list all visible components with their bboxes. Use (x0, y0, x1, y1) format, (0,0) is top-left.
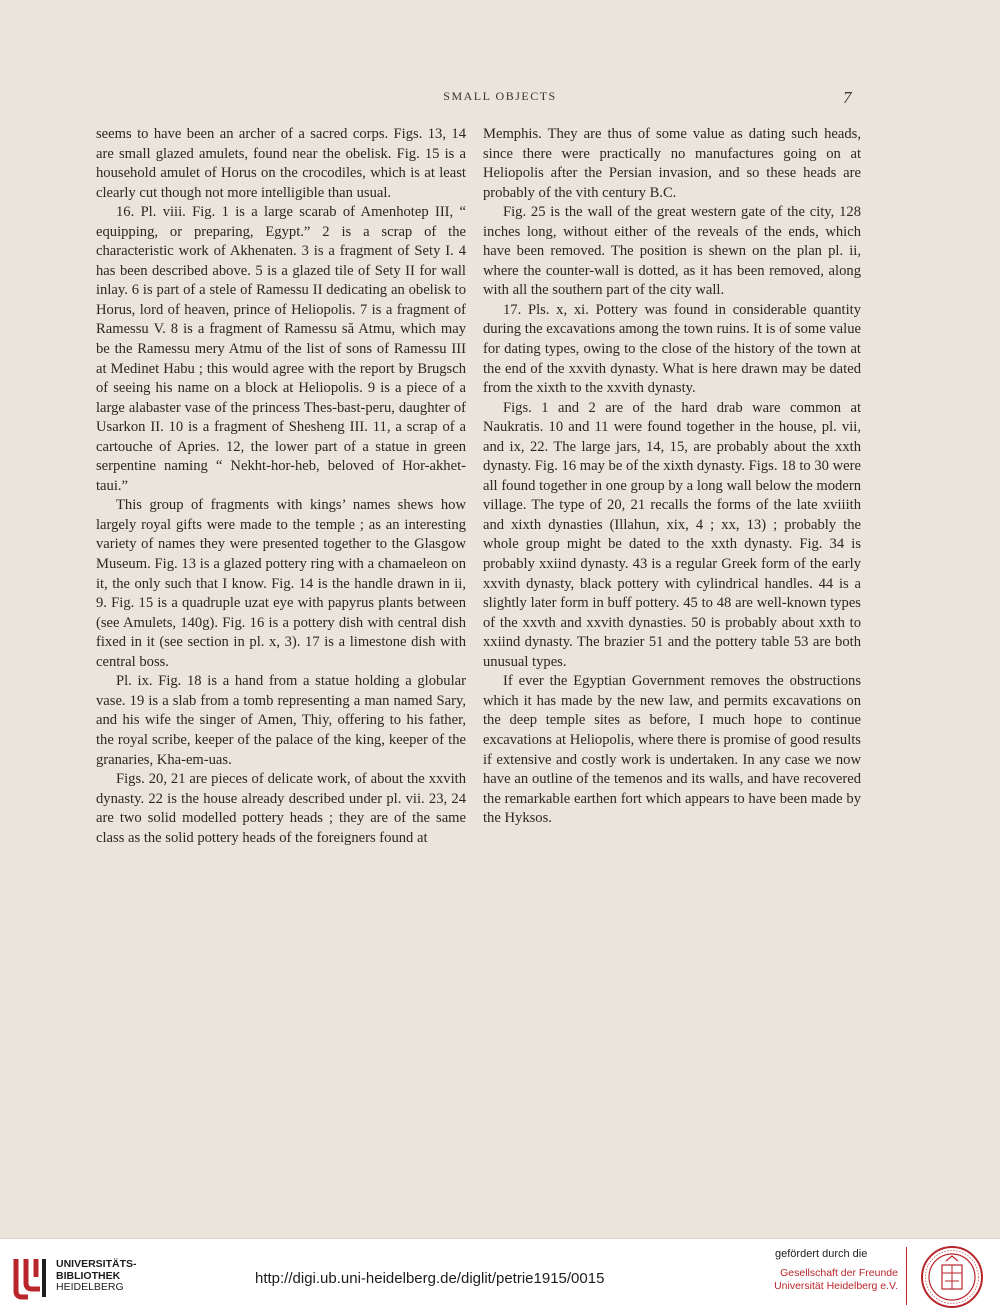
paragraph: Pl. ix. Fig. 18 is a hand from a statue holding a globular vase. 19 is a slab from a tomb representing a man named Sary, and his wife the singer of Amen, Thiy, offering to his father, the royal scribe, keeper of the palace of the king, keeper of the granaries, Kha-em-uas. (96, 673, 466, 768)
page-number: 7 (843, 88, 852, 107)
permalink-url[interactable]: http://digi.ub.uni-heidelberg.de/diglit/petrie1915/0015 (255, 1270, 605, 1287)
university-library-name (56, 1259, 137, 1294)
sponsor-line2: Universität Heidelberg e.V. (774, 1280, 898, 1292)
paragraph: 17. Pls. x, xi. Pottery was found in considerable quantity during the excavations among the town ruins. It is of some value for dating types, owing to the close of the history of the town at the end of the xxvith dynasty. What is here drawn may be dated from the xixth to the xxvith dynasty. (483, 301, 861, 397)
library-name-line1: UNIVERSITÄTS- (56, 1258, 137, 1270)
university-seal-icon (920, 1245, 984, 1309)
library-name-line3: HEIDELBERG (56, 1281, 124, 1293)
left-column (96, 125, 466, 848)
paragraph: Figs. 1 and 2 are of the hard drab ware common at Naukratis. 10 and 11 were found together in the house, pl. vii, and ix, 22. The large jars, 14, 15, are probably about the xxth dynasty. Fig. 16 may be of the xixth dynasty. Figs. 18 to 30 were all found together in one group by a long wall below the modern village. The type of 20, 21 recalls the forms of the late xviiith and xixth dynasties (Illahun, xix, 4 ; xx, 13) ; probably the whole group might be dated to the xxth dynasty. Fig. 34 is probably xxiind dynasty. 43 is a regular Greek form of the early xxvith dynasty, black pottery with cylindrical handles. 44 is a slightly later form in buff pottery. 45 to 48 are well-known types of the xxvth and xxvith dynasties. 50 is probably about xxth to xxiind dynasty. The brazier 51 and the pottery table 53 are both unusual types. (483, 399, 861, 670)
university-library-logo-icon (10, 1253, 50, 1303)
paragraph: seems to have been an archer of a sacred corps. Figs. 13, 14 are small glazed amulets, found near the obelisk. Fig. 15 is a household amulet of Horus on the crocodiles, which is at least clearly cut though not more intelligible than usual. (96, 126, 466, 201)
paragraph: 16. Pl. viii. Fig. 1 is a large scarab of Amenhotep III, “ equipping, or preparing, Egypt.” 2 is a scrap of the characteristic work of Akhenaten. 3 is a fragment of Sety I. 4 has been described above. 5 is a glazed tile of Sety II for wall inlay. 6 is part of a stele of Ramessu II dedicating an obelisk to Horus, lord of heaven, prince of Heliopolis. 7 is a fragment of Ramessu V. 8 is a fragment of Ramessu să Atmu, which may be the Ramessu mery Atmu of the list of sons of Ramessu III at Medinet Habu ; this would agree with the report by Brugsch of seeing his name on a block at Heliopolis. 9 is a piece of a large alabaster vase of the princess Thes-bast-peru, daughter of Usarkon II. 10 is a fragment of Shesheng III. 11, a scrap of a cartouche of Apries. 12, the lower part of a statue in green serpentine naming “ Nekht-hor-heb, beloved of Hor-akhet-taui.” (96, 204, 466, 494)
digitization-footer (0, 1238, 1000, 1314)
funded-by-label: gefördert durch die (775, 1248, 868, 1260)
library-name-line2: BIBLIOTHEK (56, 1269, 121, 1282)
sponsor-line1: Gesellschaft der Freunde (780, 1267, 898, 1279)
right-column (483, 125, 861, 829)
paragraph: Memphis. They are thus of some value as dating such heads, since there were practically no manufactures going on at Heliopolis after the Persian invasion, and so these heads are probably of the vith century B.C. (483, 126, 861, 201)
paragraph: Fig. 25 is the wall of the great western gate of the city, 128 inches long, without either of the reveals of the ends, which have been removed. The position is shewn on the plan pl. ii, where the counter-wall is dotted, as it has been removed, along with all the southern part of the city wall. (483, 204, 861, 299)
running-head: SMALL OBJECTS (443, 89, 557, 103)
sponsor-name (774, 1267, 898, 1293)
paragraph: If ever the Egyptian Government removes the obstructions which it has made by the new law, and permits excavations on the deep temple sites as before, I much hope to continue excavations at Heliopolis, where there is promise of good results if extensive and costly work is undertaken. In any case we now have an outline of the temenos and its walls, and have recovered the remarkable earthen fort which appears to have been made by the Hyksos. (483, 673, 861, 827)
footer-divider (906, 1247, 907, 1305)
paragraph: Figs. 20, 21 are pieces of delicate work, of about the xxvith dynasty. 22 is the house already described under pl. vii. 23, 24 are two solid modelled pottery heads ; they are of the same class as the solid pottery heads of the foreigners found at (96, 771, 466, 846)
paragraph: This group of fragments with kings’ names shews how largely royal gifts were made to the temple ; as an interesting variety of names they were presented together to the Glasgow Museum. Fig. 13 is a glazed pottery ring with a chamaeleon on it, the only such that I know. Fig. 14 is the handle drawn in ii, 9. Fig. 15 is a quadruple uzat eye with papyrus plants between (see Amulets, 140g). Fig. 16 is a pottery dish with central dish fixed in it (see section in pl. x, 3). 17 is a limestone dish with central boss. (96, 497, 466, 670)
